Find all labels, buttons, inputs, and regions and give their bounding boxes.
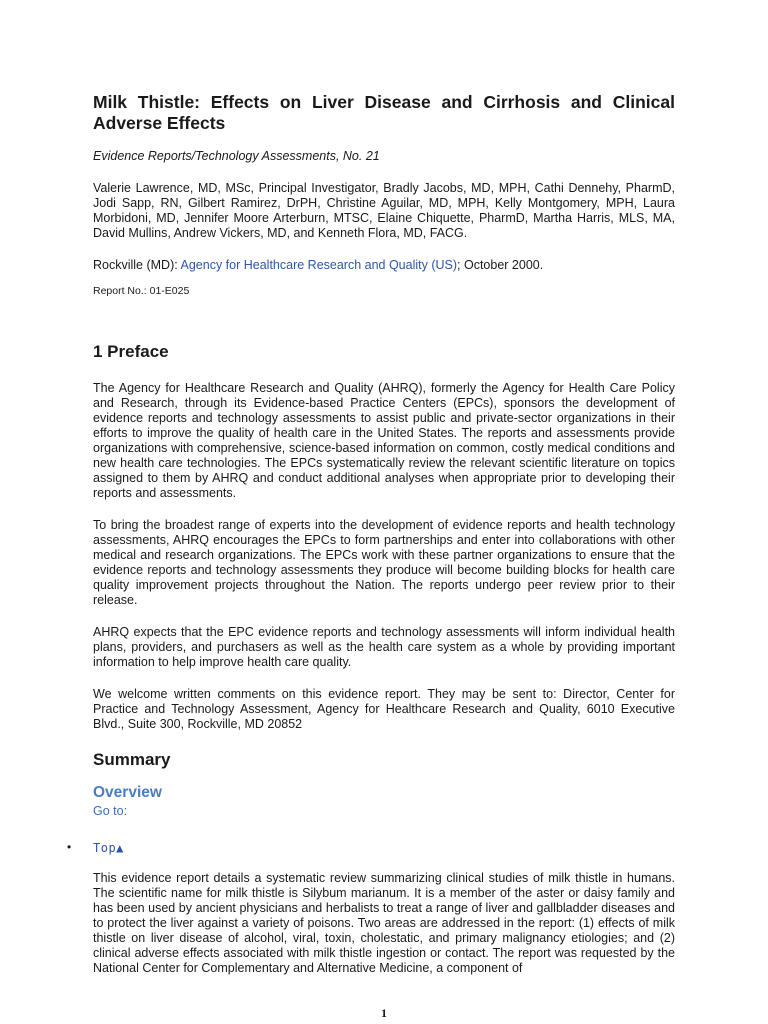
publication-date: ; October 2000. bbox=[457, 258, 544, 272]
preface-paragraph-2: To bring the broadest range of experts into the development of evidence reports and health technology assessments, AHRQ encourages the EPCs to form partnerships and enter into collaborations with other medical and research organizations. The EPCs work with these partner organizations to ensure that the evidence reports and technology assessments they produce will become building blocks for health care quality improvement projects throughout the Nation. The reports undergo peer review prior to their release. bbox=[93, 518, 675, 607]
bullet-icon: • bbox=[67, 840, 72, 854]
goto-label: Go to: bbox=[93, 804, 128, 818]
document-page bbox=[67, 92, 675, 976]
preface-paragraph-3: AHRQ expects that the EPC evidence reports and technology assessments will inform individual health plans, providers, and purchasers as well as the health care system as a whole by providing important information to help improve health care quality. bbox=[93, 625, 675, 669]
document-title: Milk Thistle: Effects on Liver Disease and Cirrhosis and Clinical Adverse Effects bbox=[93, 92, 675, 133]
publication-place: Rockville (MD): bbox=[93, 258, 181, 272]
authors-list: Valerie Lawrence, MD, MSc, Principal Investigator, Bradly Jacobs, MD, MPH, Cathi Dennehy, PharmD, Jodi Sapp, RN, Gilbert Ramirez, DrPH, Christine Aguilar, MD, MPH, Kelly Montgomery, MPH, Laura Morbidoni, MD, Jennifer Moore Arterburn, MTSC, Elaine Chiquette, PharmD, Martha Harris, MLS, MA, David Mullins, Andrew Vickers, MD, and Kenneth Flora, MD, FACG. bbox=[93, 181, 675, 240]
summary-heading: Summary bbox=[93, 750, 171, 769]
report-number: Report No.: 01-E025 bbox=[93, 285, 190, 297]
summary-paragraph: This evidence report details a systematic review summarizing clinical studies of milk thistle in humans. The scientific name for milk thistle is Silybum marianum. It is a member of the aster or daisy family and has been used by ancient physicians and herbalists to treat a range of liver and gallbladder diseases and to protect the liver against a variety of poisons. Two areas are addressed in the report: (1) effects of milk thistle on liver disease of alcohol, viral, toxin, cholestatic, and primary malignancy etiologies; and (2) clinical adverse effects associated with milk thistle ingestion or contact. The report was requested by the National Center for Complementary and Alternative Medicine, a component of bbox=[93, 871, 675, 975]
preface-heading: 1 Preface bbox=[93, 342, 169, 361]
publisher-link[interactable]: Agency for Healthcare Research and Quality (US) bbox=[180, 258, 458, 272]
preface-paragraph-4: We welcome written comments on this evidence report. They may be sent to: Director, Center for Practice and Technology Assessment, Agency for Healthcare Research and Quality, 6010 Executive Blvd., Suite 300, Rockville, MD 20852 bbox=[93, 687, 675, 731]
page-number: 1 bbox=[381, 1006, 387, 1020]
series-line: Evidence Reports/Technology Assessments, No. 21 bbox=[93, 149, 380, 163]
preface-paragraph-1: The Agency for Healthcare Research and Quality (AHRQ), formerly the Agency for Health Care Policy and Research, through its Evidence-based Practice Centers (EPCs), sponsors the development of evidence reports and technology assessments to assist public and private-sector organizations in their efforts to improve the quality of health care in the United States. The reports and assessments provide organizations with comprehensive, science-based information on common, costly medical conditions and new health care technologies. The EPCs systematically review the relevant scientific literature on topics assigned to them by AHRQ and conduct additional analyses when appropriate prior to developing their reports and assessments. bbox=[93, 381, 675, 500]
publication-info bbox=[93, 258, 675, 273]
overview-heading: Overview bbox=[93, 784, 162, 801]
goto-list-item bbox=[67, 839, 675, 855]
top-link[interactable]: Top▲ bbox=[93, 841, 124, 855]
